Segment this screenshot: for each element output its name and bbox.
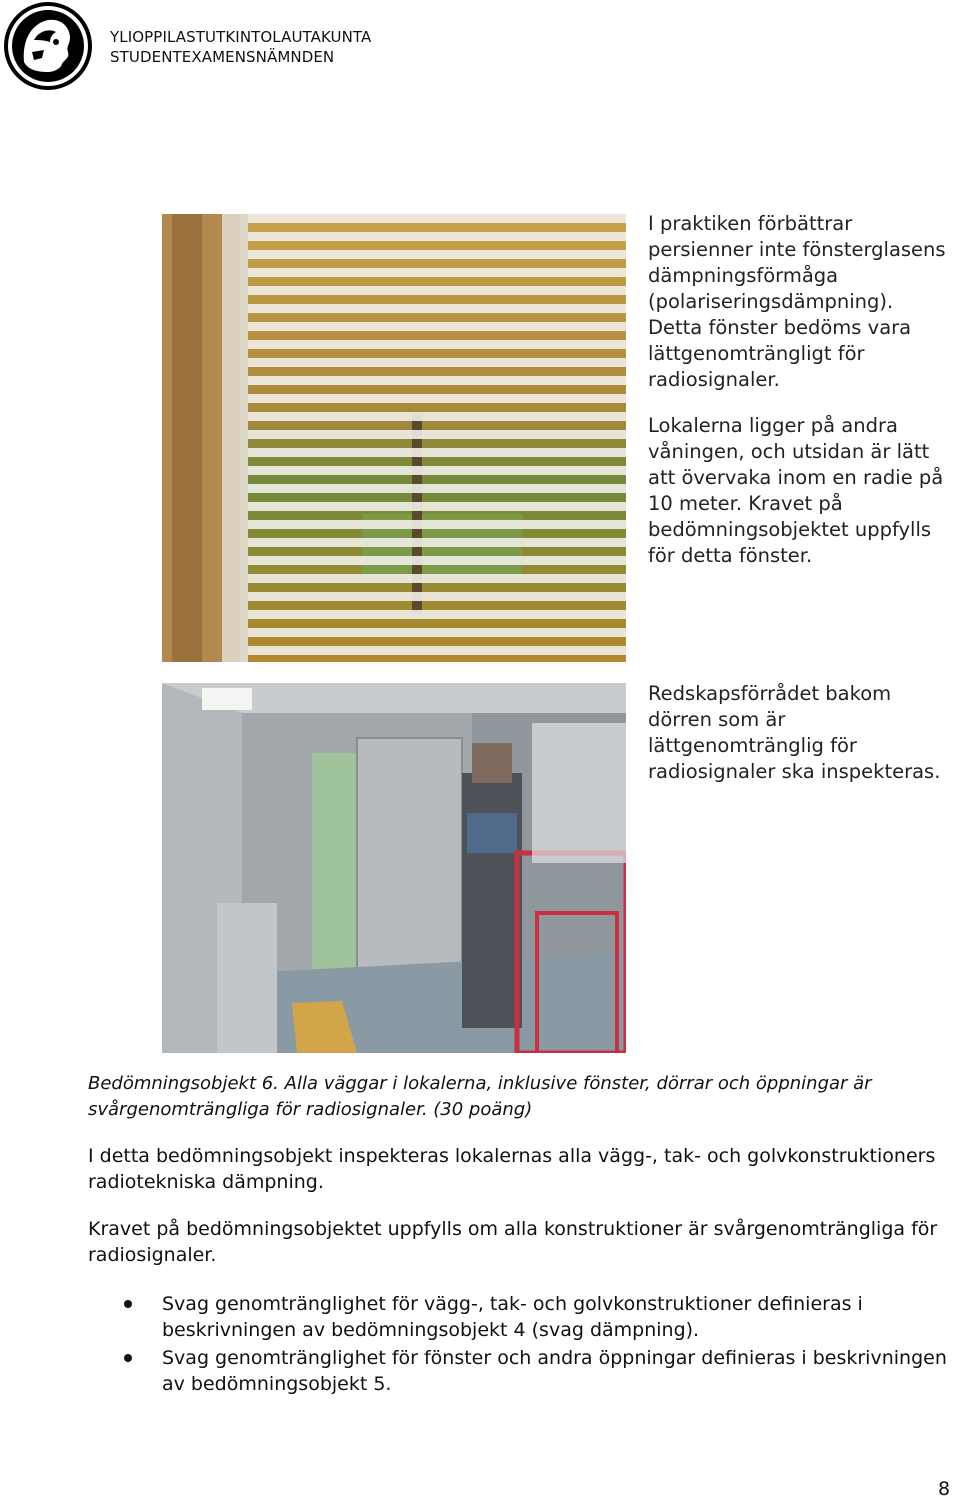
assessment-item-paragraph-1: I detta bedömningsobjekt inspekteras lokalernas alla vägg-, tak- och golvkonstruktioners radiotekniska dämpning. <box>88 1145 936 1193</box>
storage-room-description <box>648 681 953 785</box>
window-description <box>648 211 953 569</box>
storage-room-door-photo <box>162 683 626 1053</box>
window-blinds-photo <box>162 214 626 662</box>
assessment-item-paragraph-2: Kravet på bedömningsobjektet uppfylls om alla konstruktioner är svårgenomträngliga för radiosignaler. <box>88 1218 938 1266</box>
criteria-list-item <box>110 1291 955 1343</box>
organization-name <box>110 27 371 67</box>
criteria-list-item-text: Svag genomtränglighet för fönster och andra öppningar definieras i beskrivningen av bedömningsobjekt 5. <box>162 1347 947 1395</box>
criteria-list-item-text: Svag genomtränglighet för vägg-, tak- och golvkonstruktioner definieras i beskrivningen av bedömningsobjekt 4 (svag dämpning). <box>162 1293 863 1341</box>
window-description-paragraph-2: Lokalerna ligger på andra våningen, och utsidan är lätt att övervaka inom en radie på 10 meter. Kravet på bedömningsobjektet uppfylls för detta fönster. <box>648 414 944 567</box>
criteria-list <box>110 1291 955 1399</box>
organization-name-sv: STUDENTEXAMENSNÄMNDEN <box>110 48 335 66</box>
assessment-item-heading: Bedömningsobjekt 6. Alla väggar i lokalerna, inklusive fönster, dörrar och öppningar är svårgenomträngliga för radiosignaler. (30 poäng) <box>88 1073 872 1120</box>
window-description-paragraph-1: I praktiken förbättrar persienner inte fönsterglasens dämpningsförmåga (polariseringsdämpning). Detta fönster bedöms vara lättgenomträngligt för radiosignaler. <box>648 212 946 391</box>
bullet-icon <box>124 1354 132 1362</box>
organization-logo-icon <box>4 2 92 90</box>
storage-room-description-paragraph: Redskapsförrådet bakom dörren som är lättgenomtränglig för radiosignaler ska inspekteras. <box>648 682 941 783</box>
bullet-icon <box>124 1300 132 1308</box>
page-number: 8 <box>938 1478 951 1500</box>
criteria-list-item <box>110 1345 955 1397</box>
organization-name-fi: YLIOPPILASTUTKINTOLAUTAKUNTA <box>110 28 372 46</box>
